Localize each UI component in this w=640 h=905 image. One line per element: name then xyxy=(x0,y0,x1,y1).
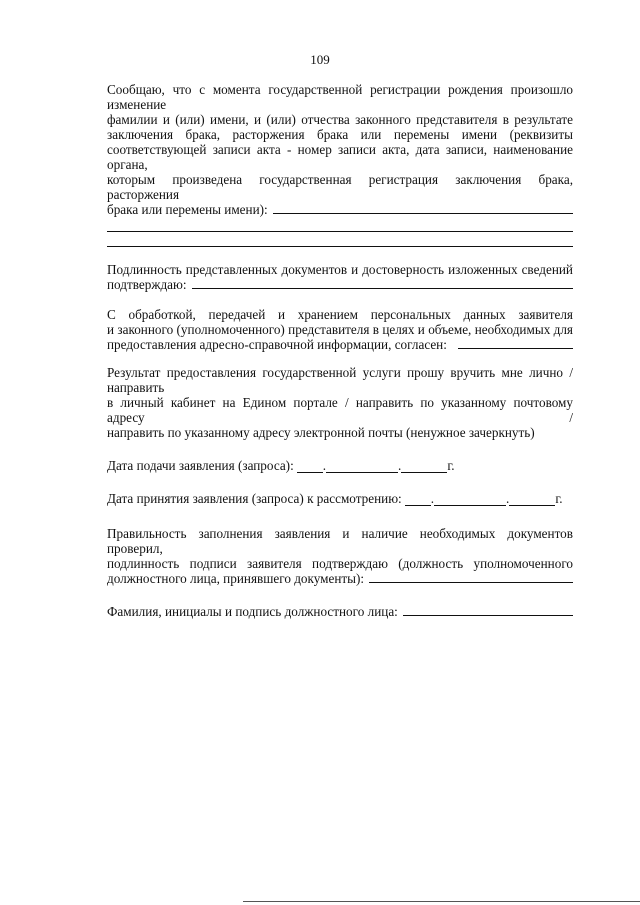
acceptance-date-dot: . xyxy=(506,491,510,506)
verification-section xyxy=(107,526,573,586)
submission-year-field[interactable] xyxy=(401,461,447,473)
official-position-line[interactable] xyxy=(369,571,573,583)
scan-bottom-edge xyxy=(243,901,640,902)
acceptance-date-dot: . xyxy=(430,491,435,506)
submission-date-row xyxy=(107,458,573,473)
submission-date-label: Дата подачи заявления (запроса): xyxy=(107,458,294,473)
authenticity-signature-line[interactable] xyxy=(192,277,573,289)
acceptance-date-label: Дата принятия заявления (запроса) к рассмотрению: xyxy=(107,491,402,506)
name-change-text-line: заключения брака, расторжения брака или перемены имени (реквизиты xyxy=(107,127,573,142)
name-change-text-line: соответствующей записи акта - номер записи акта, дата записи, наименование органа, xyxy=(107,142,573,172)
official-signature-line[interactable] xyxy=(403,604,573,616)
verification-field-label: должностного лица, принявшего документы): xyxy=(107,571,365,586)
page-number: 109 xyxy=(310,52,330,67)
name-change-input-line-2[interactable] xyxy=(107,231,573,232)
name-change-input-line[interactable] xyxy=(273,202,573,214)
name-change-field-row xyxy=(107,202,573,217)
name-change-text-line: фамилии и (или) имени, и (или) отчества законного представителя в результате xyxy=(107,112,573,127)
acceptance-year-field[interactable] xyxy=(509,494,555,506)
delivery-section xyxy=(107,365,573,440)
verification-text-line: Правильность заполнения заявления и наличие необходимых документов проверил, xyxy=(107,526,573,556)
authenticity-text-line: Подлинность представленных документов и достоверность изложенных сведений xyxy=(107,262,573,277)
consent-text-line: и законного (уполномоченного) представителя в целях и объеме, необходимых для xyxy=(107,322,573,337)
delivery-text-line: в личный кабинет на Едином портале / направить по указанному почтовому адресу / xyxy=(107,395,573,425)
name-change-text-line: которым произведена государственная регистрация заключения брака, расторжения xyxy=(107,172,573,202)
consent-signature-line[interactable] xyxy=(458,337,573,349)
acceptance-day-field[interactable] xyxy=(405,494,431,506)
consent-section xyxy=(107,307,573,352)
consent-text-line: С обработкой, передачей и хранением персональных данных заявителя xyxy=(107,307,573,322)
name-change-section xyxy=(107,82,573,247)
submission-day-field[interactable] xyxy=(297,461,323,473)
acceptance-date-row xyxy=(107,491,573,506)
verification-text-line: подлинность подписи заявителя подтверждаю (должность уполномоченного xyxy=(107,556,573,571)
submission-date-suffix: г. xyxy=(447,458,455,473)
submission-date-dot: . xyxy=(322,458,327,473)
name-change-field-label: брака или перемены имени): xyxy=(107,202,268,217)
verification-field-row xyxy=(107,571,573,586)
delivery-text-line: направить по указанному адресу электронной почты (ненужное зачеркнуть) xyxy=(107,425,535,440)
name-change-text-line: Сообщаю, что с момента государственной регистрации рождения произошло изменение xyxy=(107,82,573,112)
consent-field-label: предоставления адресно-справочной информации, согласен: xyxy=(107,337,447,352)
name-change-input-line-3[interactable] xyxy=(107,246,573,247)
authenticity-field-row xyxy=(107,277,573,292)
authenticity-field-label: подтверждаю: xyxy=(107,277,187,292)
authenticity-section xyxy=(107,262,573,292)
acceptance-month-field[interactable] xyxy=(434,494,506,506)
consent-field-row xyxy=(107,337,573,352)
submission-month-field[interactable] xyxy=(326,461,398,473)
delivery-text-line: Результат предоставления государственной услуги прошу вручить мне лично / направить xyxy=(107,365,573,395)
official-signature-label: Фамилия, инициалы и подпись должностного лица: xyxy=(107,604,398,619)
acceptance-date-suffix: г. xyxy=(555,491,563,506)
official-signature-row xyxy=(107,604,573,619)
submission-date-dot: . xyxy=(398,458,402,473)
application-form-body xyxy=(107,82,573,619)
